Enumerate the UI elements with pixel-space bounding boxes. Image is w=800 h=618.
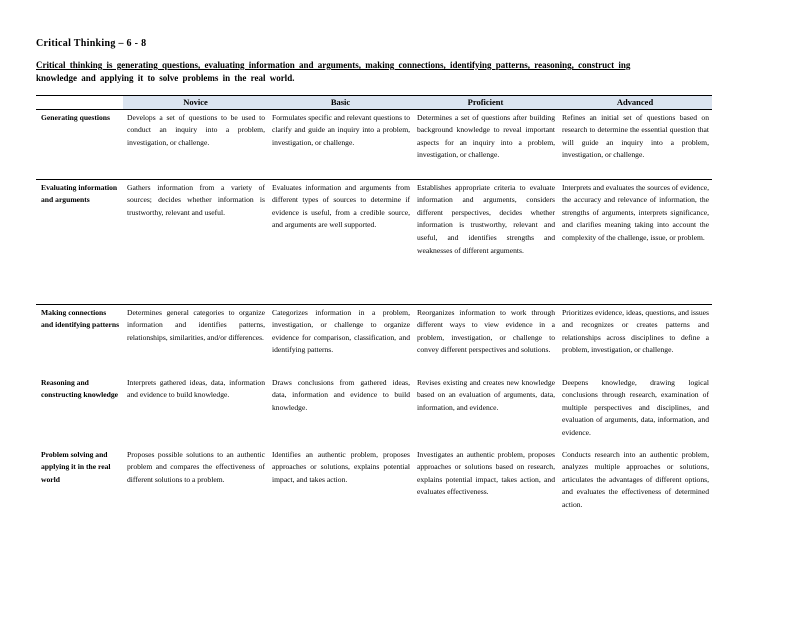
criterion-cell: Reasoning and constructing knowledge: [41, 377, 118, 400]
header-criteria: [36, 96, 123, 110]
basic-cell: Draws conclusions from gathered ideas, data, information and evidence to build knowledge.: [272, 377, 410, 412]
rubric-table: [36, 95, 712, 529]
novice-cell: Determines general categories to organize information and identifies patterns, relationships, similarities, and/or differences.: [123, 304, 268, 375]
header-novice: Novice: [123, 96, 268, 110]
advanced-cell: Conducts research into an authentic problem, analyzes multiple approaches or solutions, articulates the advantages of different options, and evaluates the effectiveness of determined action.: [562, 449, 709, 509]
header-row: [36, 96, 712, 110]
basic-cell: Identifies an authentic problem, proposes approaches or solutions, explains potential impact, and takes action.: [272, 449, 410, 484]
intro-line-2: knowledge and applying it to solve problems in the real world.: [36, 73, 295, 83]
basic-cell: Formulates specific and relevant questions to clarify and guide an inquiry into a problem, investigation, or challenge.: [268, 109, 413, 179]
criterion-cell: Making connections and identifying patterns: [36, 304, 123, 375]
proficient-cell: Investigates an authentic problem, proposes approaches or solutions based on research, explains potential impact, takes action, and evaluates effectiveness.: [417, 449, 555, 497]
novice-cell: Develops a set of questions to be used to conduct an inquiry into a problem, investigation, or challenge.: [123, 109, 268, 179]
criterion-cell: Evaluating information and arguments: [36, 179, 123, 304]
advanced-cell: Interprets and evaluates the sources of evidence, the accuracy and relevance of information, the strengths of arguments, interprets significance, and clarifies meaning taking into account the complexity of the challenge, issue, or problem.: [558, 179, 712, 304]
document-title: Critical Thinking – 6 - 8: [36, 38, 147, 49]
basic-cell: Categorizes information in a problem, investigation, or challenge to organize evidence for comparison, classification, and identifying patterns.: [268, 304, 413, 375]
table-row: [36, 109, 712, 179]
basic-cell: Evaluates information and arguments from different types of sources to determine if evidence is useful, from a credible source, and arguments are well supported.: [268, 179, 413, 304]
advanced-cell: Prioritizes evidence, ideas, questions, and issues and recognizes or creates patterns and relationships across disciplines to define a problem, investigation, or challenge.: [558, 304, 712, 375]
intro-line-1: Critical thinking is generating questions, evaluating information and arguments, making connections, identifying patterns, reasoning, construct ing: [36, 60, 631, 70]
novice-cell: Gathers information from a variety of sources; decides whether information is trustworthy, relevant and useful.: [123, 179, 268, 304]
header-advanced: Advanced: [558, 96, 712, 110]
header-proficient: Proficient: [413, 96, 558, 110]
table-row: [36, 375, 712, 447]
table-row: [36, 447, 712, 529]
novice-cell: Interprets gathered ideas, data, information and evidence to build knowledge.: [127, 377, 265, 400]
intro-paragraph: [36, 59, 736, 85]
novice-cell: Proposes possible solutions to an authentic problem and compares the effectiveness of different solutions to a problem.: [127, 449, 265, 484]
proficient-cell: Establishes appropriate criteria to evaluate information and arguments, considers different perspectives, decides whether information is trustworthy, relevant and useful, and identifies strengths and weaknesses of different arguments.: [413, 179, 558, 304]
table-row: [36, 304, 712, 375]
criterion-cell: Generating questions: [36, 109, 123, 179]
advanced-cell: Deepens knowledge, drawing logical conclusions through research, examination of multiple perspectives and disciplines, and evaluation of arguments, data, information, and evidence.: [562, 377, 709, 437]
header-basic: Basic: [268, 96, 413, 110]
proficient-cell: Reorganizes information to work through different ways to view evidence in a problem, investigation, or challenge to convey different perspectives and solutions.: [413, 304, 558, 375]
proficient-cell: Determines a set of questions after building background knowledge to reveal important aspects for an inquiry into a problem, investigation, or challenge.: [413, 109, 558, 179]
proficient-cell: Revises existing and creates new knowledge based on an evaluation of arguments, data, information, and evidence.: [417, 377, 555, 412]
criterion-cell: Problem solving and applying it in the real world: [41, 449, 111, 484]
advanced-cell: Refines an initial set of questions based on research to determine the essential question that will guide an inquiry into a problem, investigation, or challenge.: [558, 109, 712, 179]
table-row: [36, 179, 712, 304]
